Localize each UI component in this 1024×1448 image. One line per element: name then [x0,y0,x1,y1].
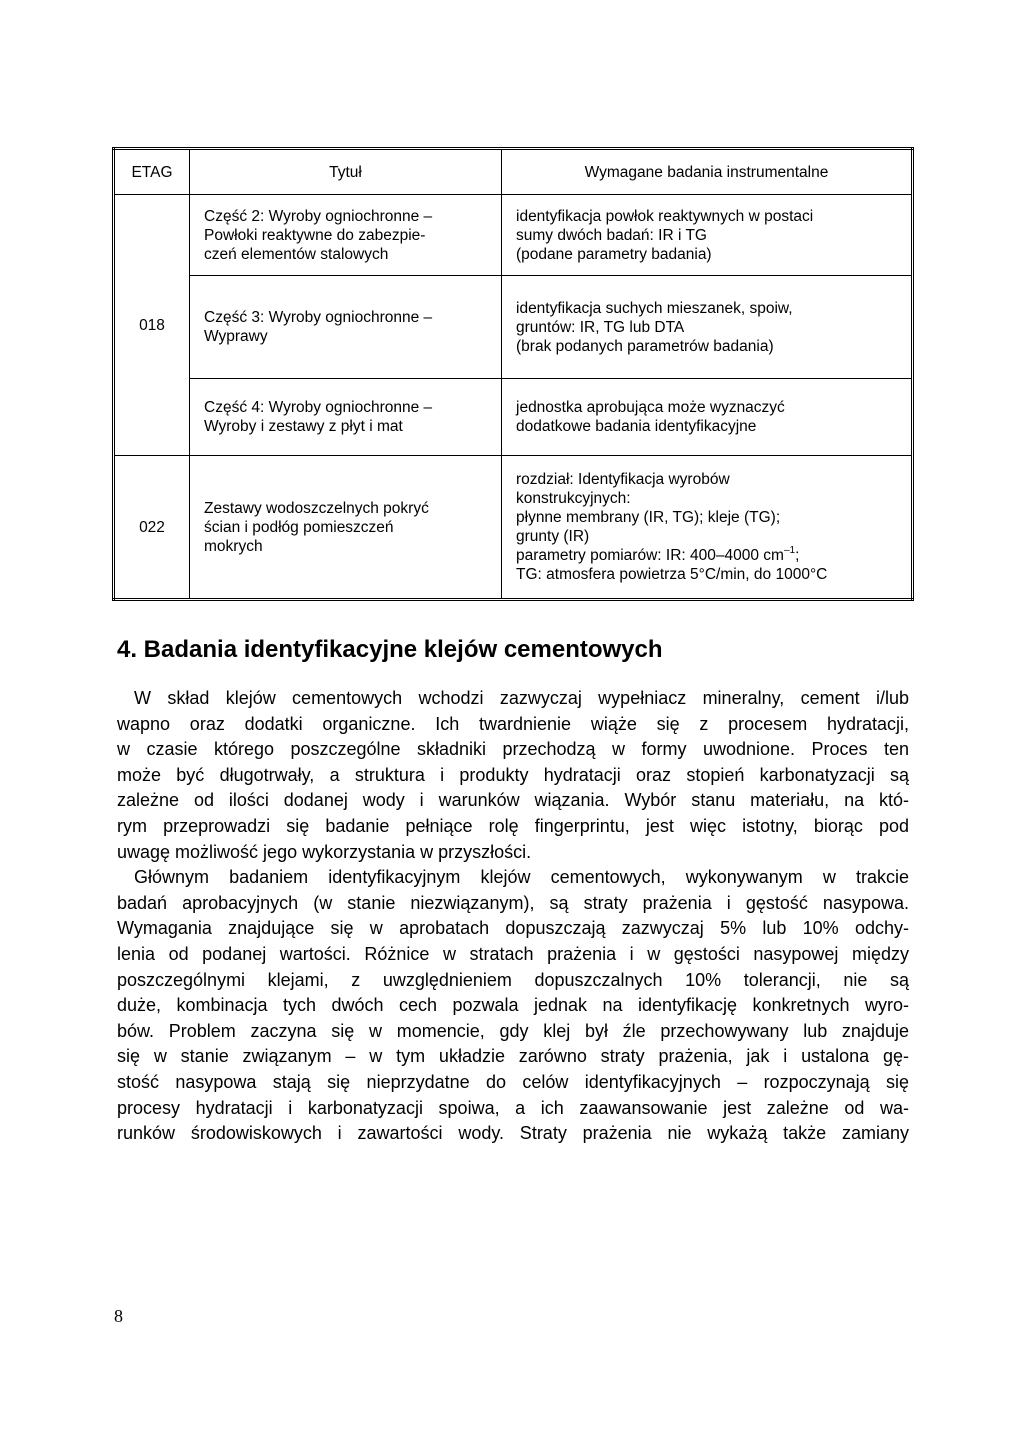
etag-requirements-table [112,147,914,601]
etag-code-cell: 018 [114,195,190,456]
requirements-cell: identyfikacja powłok reaktywnych w postaci sumy dwóch badań: IR i TG (podane parametry badania) [502,195,913,276]
requirements-cell: jednostka aprobująca może wyznaczyć dodatkowe badania identyfikacyjne [502,379,913,456]
section-heading: 4. Badania identyfikacyjne klejów cementowych [117,636,663,663]
requirements-cell: identyfikacja suchych mieszanek, spoiw, gruntów: IR, TG lub DTA (brak podanych parametrów badania) [502,276,913,379]
header-title: Tytuł [190,149,502,195]
requirements-cell: rozdział: Identyfikacja wyrobów konstrukcyjnych: płynne membrany (IR, TG); kleje (TG); grunty (IR) parametry pomiarów: IR: 400–4000 $cm^{-1}$; TG: atmosfera powietrza 5°C/min, do 1000°C [502,456,913,600]
measurement-params-line: parametry pomiarów: IR: 400–4000 $cm^{-1}$; [516,544,800,564]
paragraph: Głównym badaniem identyfikacyjnym klejów cementowych, wykonywanym w trakcie badań aprobacyjnych (w stanie niezwiązanym), są straty prażenia i gęstość nasypowa. Wymagania znajdujące się w aprobatach dopuszczają zazwyczaj 5% lub 10% odchy- lenia od podanej wartości. Różnice w stratach prażenia i w gęstości nasypowej między poszczególnymi klejami, z uwzględnieniem dopuszczalnych 10% tolerancji, nie są duże, kombinacja tych dwóch cech pozwala jednak na identyfikację konkretnych wyro- bów. Problem zaczyna się w momencie, gdy klej był źle przechowywany lub znajduje się w stanie związanym – w tym układzie zarówno straty prażenia, jak i ustalona gę- stość nasypowa stają się nieprzydatne do celów identyfikacyjnych – rozpoczynają się procesy hydratacji i karbonatyzacji spoiwa, a ich zaawansowanie jest zależne od wa- runków środowiskowych i zawartości wody. Straty prażenia nie wykażą także zamiany [117,867,909,1144]
body-text [117,686,909,1147]
table-header-row [114,149,913,195]
title-cell: Zestawy wodoszczelnych pokryć ścian i podłóg pomieszczeń mokrych [190,456,502,600]
page-number: 8 [114,1306,123,1326]
title-cell: Część 3: Wyroby ogniochronne – Wyprawy [190,276,502,379]
header-etag: ETAG [114,149,190,195]
table-row [114,379,913,456]
table-row [114,456,913,600]
superscript-exponent: –1 [783,544,796,556]
etag-code-cell: 022 [114,456,190,600]
header-requirements: Wymagane badania instrumentalne [502,149,913,195]
title-cell: Część 2: Wyroby ogniochronne – Powłoki reaktywne do zabezpie- czeń elementów stalowych [190,195,502,276]
title-cell: Część 4: Wyroby ogniochronne – Wyroby i zestawy z płyt i mat [190,379,502,456]
table-row [114,276,913,379]
table-row [114,195,913,276]
paragraph: W skład klejów cementowych wchodzi zazwyczaj wypełniacz mineralny, cement i/lub wapno oraz dodatki organiczne. Ich twardnienie wiąże się z procesem hydratacji, w czasie którego poszczególne składniki przechodzą w formy uwodnione. Proces ten może być długotrwały, a struktura i produkty hydratacji oraz stopień karbonatyzacji są zależne od ilości dodanej wody i warunków wiązania. Wybór stanu materiału, na któ- rym przeprowadzi się badanie pełniące rolę fingerprintu, jest więc istotny, biorąc pod uwagę możliwość jego wykorzystania w przyszłości. [117,688,909,862]
